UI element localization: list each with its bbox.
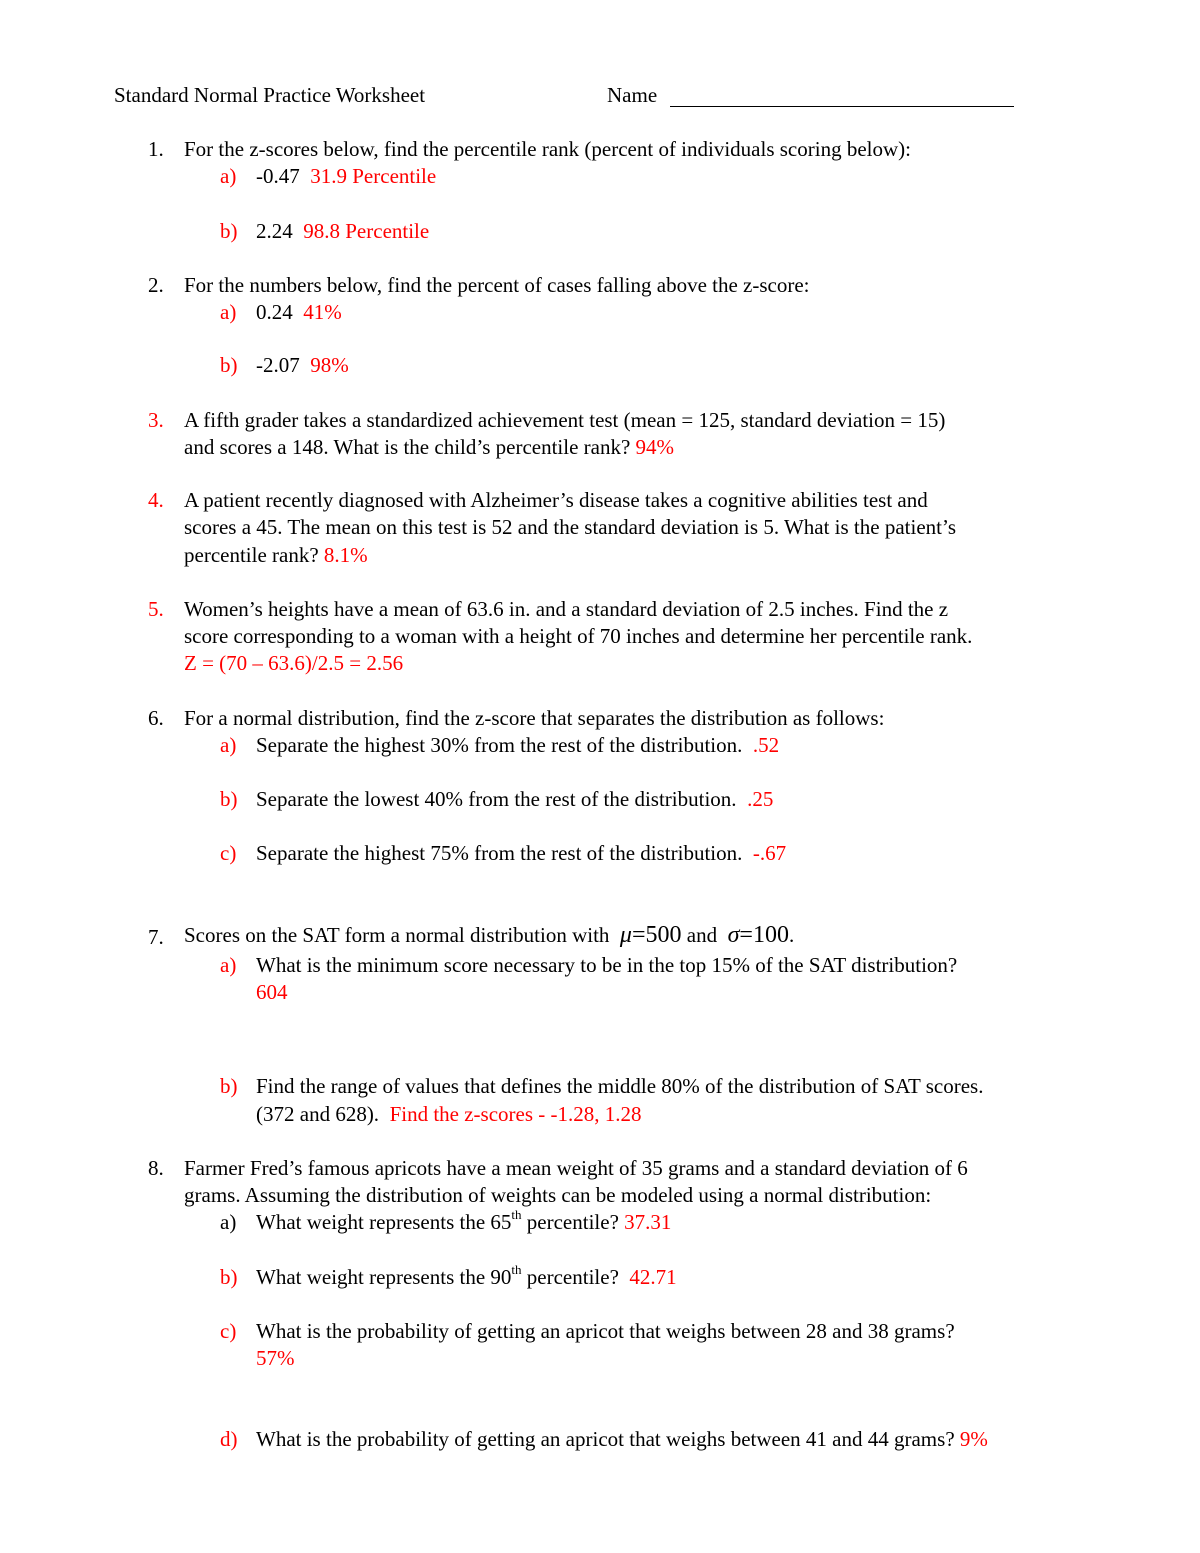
q1b-row [256, 218, 429, 244]
q6a-text: Separate the highest 30% from the rest of the distribution. [256, 733, 743, 757]
q6c-label: c) [220, 841, 237, 865]
q7-text-row [184, 922, 794, 948]
mu-symbol: μ [619, 922, 632, 948]
q1a-answer: 31.9 Percentile [310, 164, 437, 188]
q8b-row [256, 1264, 677, 1290]
q6a-answer: .52 [752, 733, 780, 757]
q5-line1: Women’s heights have a mean of 63.6 in. and a standard deviation of 2.5 inches. Find the z [184, 597, 949, 621]
q4-line2: scores a 45. The mean on this test is 52 and the standard deviation is 5. What is the patient’s [184, 515, 956, 539]
q1a-row [256, 163, 436, 189]
q2a-row [256, 299, 342, 325]
q1a-label: a) [220, 164, 237, 188]
q7b-row [256, 1101, 642, 1127]
q1-text: For the z-scores below, find the percentile rank (percent of individuals scoring below): [184, 137, 911, 161]
name-field[interactable] [670, 106, 1014, 107]
q3-line2-row [184, 434, 674, 460]
q8a-sup: th [511, 1207, 522, 1222]
q8-line1: Farmer Fred’s famous apricots have a mean weight of 35 grams and a standard deviation of 6 [184, 1156, 968, 1180]
q2-number: 2. [148, 273, 164, 297]
q7b-text: Find the range of values that defines the middle 80% of the distribution of SAT scores. [256, 1074, 984, 1098]
q7-period: . [788, 923, 795, 947]
q1a-value: -0.47 [256, 164, 300, 188]
q6c-row [256, 840, 786, 866]
q5-answer: Z = (70 – 63.6)/2.5 = 2.56 [184, 651, 404, 675]
q6-number: 6. [148, 706, 164, 730]
q6a-label: a) [220, 733, 237, 757]
q8a-answer: 37.31 [624, 1210, 672, 1234]
q6c-answer: -.67 [752, 841, 787, 865]
q8a-label: a) [220, 1210, 237, 1234]
q2b-label: b) [220, 353, 238, 377]
q6c-text: Separate the highest 75% from the rest of the distribution. [256, 841, 743, 865]
q8d-row [256, 1426, 988, 1452]
q7-and: and [686, 923, 718, 947]
name-label: Name [607, 83, 658, 107]
sigma-symbol: σ [727, 922, 740, 948]
q4-line3: percentile rank? [184, 543, 319, 567]
q8b-pre: What weight represents the 90 [256, 1265, 512, 1289]
q5-number: 5. [148, 597, 164, 621]
q2a-value: 0.24 [256, 300, 293, 324]
q8d-text: What is the probability of getting an apricot that weighs between 41 and 44 grams? [256, 1427, 955, 1451]
q3-answer: 94% [635, 435, 675, 459]
q3-line1: A fifth grader takes a standardized achievement test (mean = 125, standard deviation = 15) [184, 408, 946, 432]
q1b-answer: 98.8 Percentile [303, 219, 430, 243]
q8d-answer: 9% [959, 1427, 988, 1451]
q8c-answer: 57% [256, 1346, 295, 1370]
q8a-post: percentile? [521, 1210, 619, 1234]
q6b-answer: .25 [747, 787, 774, 811]
q6b-row [256, 786, 773, 812]
q8a-row [256, 1209, 671, 1235]
q4-line3-row [184, 542, 368, 568]
q6b-label: b) [220, 787, 238, 811]
q8a-pre: What weight represents the 65 [256, 1210, 512, 1234]
q8-number: 8. [148, 1156, 164, 1180]
q2b-row [256, 352, 349, 378]
q8b-label: b) [220, 1265, 238, 1289]
q7b-answer: Find the z-scores - -1.28, 1.28 [389, 1102, 642, 1126]
q4-number: 4. [148, 488, 164, 512]
q2a-answer: 41% [303, 300, 342, 324]
q3-number: 3. [148, 408, 164, 432]
mu-value: =500 [631, 922, 682, 948]
q4-line1: A patient recently diagnosed with Alzheimer’s disease takes a cognitive abilities test and [184, 488, 928, 512]
q6a-row [256, 732, 779, 758]
q5-line2: score corresponding to a woman with a height of 70 inches and determine her percentile rank. [184, 624, 973, 648]
q3-line2: and scores a 148. What is the child’s percentile rank? [184, 435, 631, 459]
q2a-label: a) [220, 300, 237, 324]
q6-text: For a normal distribution, find the z-score that separates the distribution as follows: [184, 706, 885, 730]
q4-answer: 8.1% [323, 543, 368, 567]
q7b-label: b) [220, 1074, 238, 1098]
q8b-sup: th [511, 1262, 522, 1277]
worksheet-title: Standard Normal Practice Worksheet [114, 83, 426, 107]
q7b-text2: (372 and 628). [256, 1102, 380, 1126]
q7-number: 7. [148, 925, 164, 949]
q2-text: For the numbers below, find the percent of cases falling above the z-score: [184, 273, 810, 297]
q8-line2: grams. Assuming the distribution of weights can be modeled using a normal distribution: [184, 1183, 932, 1207]
q7a-label: a) [220, 953, 237, 977]
q8d-label: d) [220, 1427, 238, 1451]
q8c-text: What is the probability of getting an apricot that weighs between 28 and 38 grams? [256, 1319, 955, 1343]
q8c-label: c) [220, 1319, 237, 1343]
q8b-answer: 42.71 [629, 1265, 677, 1289]
q1-number: 1. [148, 137, 164, 161]
q8b-post: percentile? [521, 1265, 619, 1289]
q2b-answer: 98% [310, 353, 349, 377]
q6b-text: Separate the lowest 40% from the rest of the distribution. [256, 787, 737, 811]
sigma-value: =100 [739, 922, 789, 948]
q7a-answer: 604 [256, 980, 288, 1004]
q1b-label: b) [220, 219, 238, 243]
q7a-text: What is the minimum score necessary to be in the top 15% of the SAT distribution? [256, 953, 958, 977]
q7-text: Scores on the SAT form a normal distribution with [184, 923, 610, 947]
q2b-value: -2.07 [256, 353, 300, 377]
q1b-value: 2.24 [256, 219, 293, 243]
